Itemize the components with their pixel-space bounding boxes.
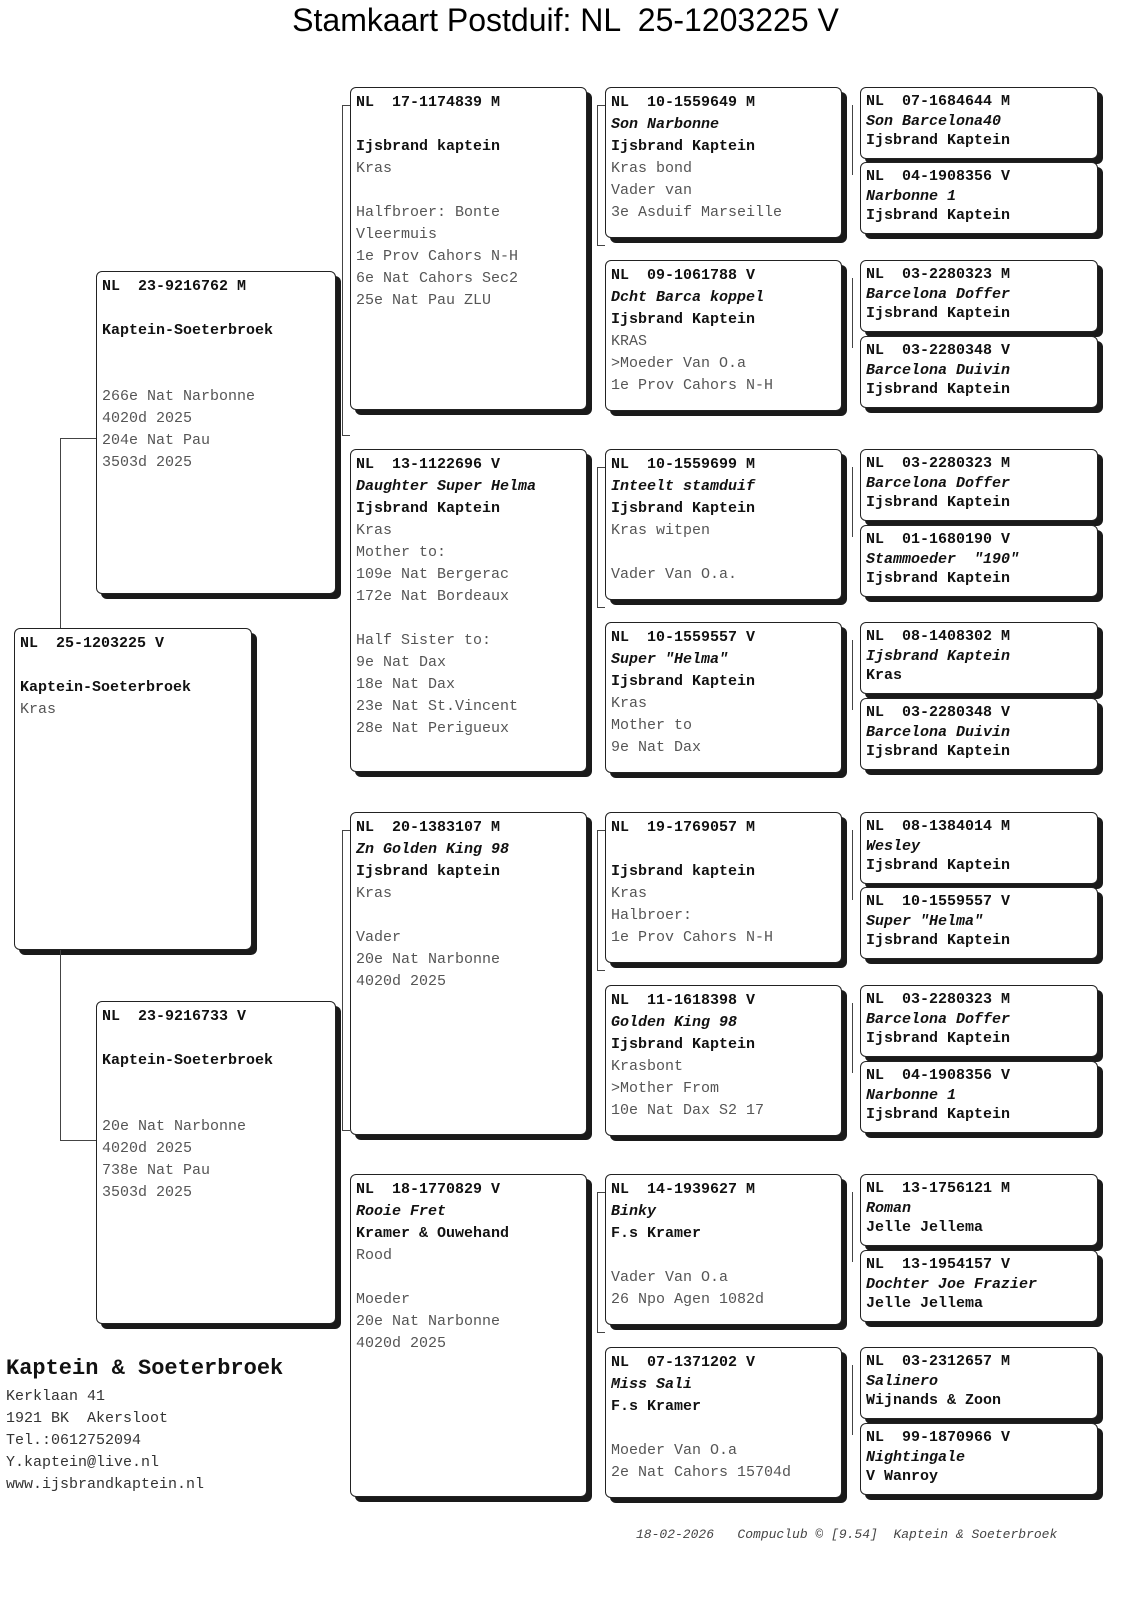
pigeon-detail: 4020d 2025	[356, 1335, 447, 1352]
ring-number: NL 17-1174839 M	[356, 94, 501, 111]
ring-number: NL 03-2280348 V	[866, 704, 1011, 721]
pigeon-card-subject[interactable]	[14, 628, 252, 950]
pigeon-name: Inteelt stamduif	[611, 478, 756, 495]
pigeon-detail: Kras	[20, 701, 57, 718]
pigeon-detail: 6e Nat Cahors Sec2	[356, 270, 519, 287]
owner-email[interactable]: Y.kaptein@live.nl	[6, 1454, 160, 1471]
breeder-name: Ijsbrand Kaptein	[866, 207, 1011, 224]
ring-number: NL 18-1770829 V	[356, 1181, 501, 1198]
connector-line	[597, 245, 605, 246]
breeder-name: F.s Kramer	[611, 1225, 702, 1242]
connector-line	[342, 435, 350, 436]
pigeon-card-mff[interactable]	[605, 812, 842, 963]
connector-line	[852, 640, 853, 710]
breeder-name: Ijsbrand Kaptein	[611, 673, 756, 690]
connector-line	[342, 830, 350, 831]
owner-phone: Tel.:0612752094	[6, 1432, 142, 1449]
pigeon-detail	[356, 608, 581, 630]
pigeon-detail	[102, 1094, 330, 1116]
connector-line	[852, 105, 853, 175]
pigeon-name: Salinero	[866, 1372, 939, 1390]
pigeon-detail: 4020d 2025	[356, 973, 447, 990]
pigeon-detail: 1e Prov Cahors N-H	[356, 248, 519, 265]
pigeon-detail	[102, 364, 330, 386]
pigeon-detail: 738e Nat Pau	[102, 1162, 211, 1179]
pigeon-detail: 3e Asduif Marseille	[611, 204, 783, 221]
connector-line	[852, 830, 853, 900]
pigeon-card-ff[interactable]	[350, 87, 587, 410]
pigeon-detail: Mother to	[611, 717, 693, 734]
pigeon-detail: Kras witpen	[611, 522, 711, 539]
breeder-name: Ijsbrand Kaptein	[866, 494, 1011, 511]
pigeon-detail	[102, 342, 330, 364]
ring-number: NL 08-1408302 M	[866, 628, 1011, 645]
pigeon-name: Barcelona Doffer	[866, 474, 1011, 492]
breeder-name: Kaptein-Soeterbroek	[102, 322, 274, 339]
ring-number: NL 11-1618398 V	[611, 992, 756, 1009]
pigeon-card-g13[interactable]	[860, 1174, 1098, 1246]
pigeon-detail: Vader	[356, 929, 402, 946]
pigeon-card-g5[interactable]	[860, 449, 1098, 521]
breeder-name: Jelle Jellema	[866, 1295, 984, 1312]
pigeon-detail: Kras bond	[611, 160, 693, 177]
pigeon-detail: 109e Nat Bergerac	[356, 566, 510, 583]
pigeon-name	[356, 114, 581, 136]
pigeon-detail: 9e Nat Dax	[356, 654, 447, 671]
pigeon-card-fm[interactable]	[350, 449, 587, 772]
pigeon-name	[102, 298, 330, 320]
pigeon-name	[611, 839, 836, 861]
pigeon-name: Super "Helma"	[611, 651, 729, 668]
owner-address: Kerklaan 41	[6, 1388, 106, 1405]
pigeon-detail: 4020d 2025	[102, 410, 193, 427]
breeder-name: F.s Kramer	[611, 1398, 702, 1415]
print-footer: 18-02-2026 Compuclub © [9.54] Kaptein & Soeterbroek	[636, 1527, 1058, 1542]
pigeon-detail: Vader Van O.a	[611, 1269, 729, 1286]
pigeon-name: Narbonne 1	[866, 187, 957, 205]
pigeon-card-fmm[interactable]	[605, 622, 842, 773]
pigeon-name: Golden King 98	[611, 1014, 738, 1031]
connector-line	[60, 950, 61, 1140]
pigeon-detail	[611, 1418, 836, 1440]
connector-line	[60, 1140, 96, 1141]
ring-number: NL 13-1122696 V	[356, 456, 501, 473]
pigeon-name: Rooie Fret	[356, 1203, 447, 1220]
pigeon-card-g10[interactable]	[860, 887, 1098, 959]
pigeon-card-ffm[interactable]	[605, 260, 842, 411]
connector-line	[852, 467, 853, 537]
pigeon-detail	[611, 542, 836, 564]
pigeon-detail: 1e Prov Cahors N-H	[611, 377, 774, 394]
ring-number: NL 07-1684644 M	[866, 93, 1011, 110]
breeder-name: Ijsbrand Kaptein	[866, 857, 1011, 874]
owner-block	[6, 1352, 283, 1496]
breeder-name: Ijsbrand Kaptein	[866, 570, 1011, 587]
pigeon-detail: 9e Nat Dax	[611, 739, 702, 756]
connector-line	[60, 438, 61, 628]
connector-line	[342, 105, 350, 106]
breeder-name: Ijsbrand kaptein	[611, 863, 756, 880]
pigeon-detail: Halfbroer: Bonte	[356, 204, 501, 221]
pigeon-detail: Moeder Van O.a	[611, 1442, 738, 1459]
pigeon-name	[20, 655, 246, 677]
connector-line	[342, 105, 343, 435]
pigeon-name: Barcelona Duivin	[866, 361, 1011, 379]
pigeon-name: Miss Sali	[611, 1376, 693, 1393]
pigeon-detail: Kras	[611, 695, 648, 712]
connector-line	[342, 1130, 350, 1131]
ring-number: NL 10-1559649 M	[611, 94, 756, 111]
pigeon-card-g11[interactable]	[860, 985, 1098, 1057]
breeder-name: Ijsbrand Kaptein	[866, 1106, 1011, 1123]
pigeon-card-mmf[interactable]	[605, 1174, 842, 1325]
breeder-name: Kaptein-Soeterbroek	[20, 679, 192, 696]
ring-number: NL 03-2312657 M	[866, 1353, 1011, 1370]
breeder-name: Kramer & Ouwehand	[356, 1225, 510, 1242]
connector-line	[597, 1332, 605, 1333]
breeder-name: Ijsbrand Kaptein	[356, 500, 501, 517]
connector-line	[852, 278, 853, 348]
ring-number: NL 03-2280348 V	[866, 342, 1011, 359]
connector-line	[597, 467, 598, 607]
pigeon-detail: 25e Nat Pau ZLU	[356, 292, 492, 309]
pigeon-card-g6[interactable]	[860, 525, 1098, 597]
pigeon-detail	[356, 1267, 581, 1289]
breeder-name: Ijsbrand Kaptein	[866, 1030, 1011, 1047]
ring-number: NL 03-2280323 M	[866, 455, 1011, 472]
pigeon-detail: Vader Van O.a.	[611, 566, 738, 583]
pigeon-card-fmf[interactable]	[605, 449, 842, 600]
pigeon-name: Zn Golden King 98	[356, 841, 510, 858]
pigeon-detail: Moeder	[356, 1291, 411, 1308]
breeder-name: Kras	[866, 667, 903, 684]
pigeon-name: Daughter Super Helma	[356, 478, 537, 495]
pigeon-name: Ijsbrand Kaptein	[866, 647, 1011, 665]
owner-website[interactable]: www.ijsbrandkaptein.nl	[6, 1476, 205, 1493]
pigeon-detail: KRAS	[611, 333, 648, 350]
connector-line	[597, 1192, 598, 1332]
ring-number: NL 04-1908356 V	[866, 168, 1011, 185]
pigeon-card-mother[interactable]	[96, 1001, 336, 1324]
pigeon-detail: 20e Nat Narbonne	[102, 1118, 247, 1135]
pigeon-detail: Rood	[356, 1247, 393, 1264]
ring-number: NL 13-1756121 M	[866, 1180, 1011, 1197]
pigeon-card-g8[interactable]	[860, 698, 1098, 770]
pigeon-name: Son Barcelona40	[866, 112, 1002, 130]
ring-number: NL 10-1559557 V	[611, 629, 756, 646]
ring-number: NL 04-1908356 V	[866, 1067, 1011, 1084]
pigeon-name: Son Narbonne	[611, 116, 720, 133]
pigeon-detail: 3503d 2025	[102, 454, 193, 471]
owner-postcode: 1921 BK Akersloot	[6, 1410, 169, 1427]
pigeon-card-g12[interactable]	[860, 1061, 1098, 1133]
pigeon-name: Roman	[866, 1199, 912, 1217]
ring-number: NL 10-1559557 V	[866, 893, 1011, 910]
ring-number: NL 14-1939627 M	[611, 1181, 756, 1198]
pigeon-detail: 172e Nat Bordeaux	[356, 588, 510, 605]
pigeon-detail: Halbroer:	[611, 907, 693, 924]
pigeon-name: Super "Helma"	[866, 912, 984, 930]
ring-number: NL 19-1769057 M	[611, 819, 756, 836]
pigeon-card-g16[interactable]	[860, 1423, 1098, 1495]
ring-number: NL 07-1371202 V	[611, 1354, 756, 1371]
pigeon-detail: Kras	[356, 885, 393, 902]
pigeon-detail: 10e Nat Dax S2 17	[611, 1102, 765, 1119]
pigeon-card-g7[interactable]	[860, 622, 1098, 694]
pigeon-card-mmm[interactable]	[605, 1347, 842, 1498]
pigeon-detail: 266e Nat Narbonne	[102, 388, 256, 405]
pigeon-detail: 20e Nat Narbonne	[356, 951, 501, 968]
ring-number: NL 99-1870966 V	[866, 1429, 1011, 1446]
pigeon-name	[102, 1028, 330, 1050]
pigeon-card-g1[interactable]	[860, 87, 1098, 159]
ring-number: NL 01-1680190 V	[866, 531, 1011, 548]
breeder-name: Ijsbrand Kaptein	[866, 381, 1011, 398]
pigeon-detail: 4020d 2025	[102, 1140, 193, 1157]
pigeon-name: Wesley	[866, 837, 921, 855]
pigeon-card-father[interactable]	[96, 271, 336, 594]
pigeon-detail	[102, 1072, 330, 1094]
connector-line	[852, 1003, 853, 1073]
breeder-name: Ijsbrand Kaptein	[866, 743, 1011, 760]
pigeon-card-mm[interactable]	[350, 1174, 587, 1497]
pigeon-detail: 204e Nat Pau	[102, 432, 211, 449]
page-title: Stamkaart Postduif: NL 25-1203225 V	[292, 2, 839, 38]
pigeon-detail	[611, 1245, 836, 1267]
ring-number: NL 13-1954157 V	[866, 1256, 1011, 1273]
breeder-name: Kaptein-Soeterbroek	[102, 1052, 274, 1069]
pigeon-name: Nightingale	[866, 1448, 966, 1466]
ring-number: NL 23-9216733 V	[102, 1008, 247, 1025]
breeder-name: Ijsbrand Kaptein	[866, 305, 1011, 322]
pigeon-detail: Kras	[356, 522, 393, 539]
pigeon-card-g4[interactable]	[860, 336, 1098, 408]
ring-number: NL 10-1559699 M	[611, 456, 756, 473]
connector-line	[342, 830, 343, 1130]
pigeon-detail: Krasbont	[611, 1058, 684, 1075]
pigeon-detail: >Mother From	[611, 1080, 720, 1097]
pigeon-card-g14[interactable]	[860, 1250, 1098, 1322]
breeder-name: Ijsbrand Kaptein	[611, 1036, 756, 1053]
pigeon-detail: 26 Npo Agen 1082d	[611, 1291, 765, 1308]
pigeon-name: Stammoeder "190"	[866, 550, 1020, 568]
breeder-name: Ijsbrand Kaptein	[611, 138, 756, 155]
pigeon-detail: 23e Nat St.Vincent	[356, 698, 519, 715]
connector-line	[597, 1192, 605, 1193]
connector-line	[597, 105, 605, 106]
pigeon-detail	[356, 905, 581, 927]
breeder-name: Jelle Jellema	[866, 1219, 984, 1236]
breeder-name: Ijsbrand Kaptein	[611, 500, 756, 517]
pigeon-name: Narbonne 1	[866, 1086, 957, 1104]
pigeon-card-g15[interactable]	[860, 1347, 1098, 1419]
pigeon-name: Dochter Joe Frazier	[866, 1275, 1038, 1293]
pigeon-detail: 18e Nat Dax	[356, 676, 456, 693]
ring-number: NL 20-1383107 M	[356, 819, 501, 836]
breeder-name: Ijsbrand Kaptein	[866, 932, 1011, 949]
ring-number: NL 03-2280323 M	[866, 991, 1011, 1008]
pigeon-detail: Vleermuis	[356, 226, 438, 243]
pigeon-detail: Kras	[356, 160, 393, 177]
ring-number: NL 09-1061788 V	[611, 267, 756, 284]
connector-line	[597, 105, 598, 245]
pigeon-detail: 3503d 2025	[102, 1184, 193, 1201]
pigeon-detail: Vader van	[611, 182, 693, 199]
ring-number: NL 25-1203225 V	[20, 635, 165, 652]
pigeon-detail: Mother to:	[356, 544, 447, 561]
breeder-name: Ijsbrand Kaptein	[611, 311, 756, 328]
pigeon-detail: >Moeder Van O.a	[611, 355, 747, 372]
owner-name: Kaptein & Soeterbroek	[6, 1356, 284, 1381]
pigeon-detail: 28e Nat Perigueux	[356, 720, 510, 737]
pigeon-card-g9[interactable]	[860, 812, 1098, 884]
connector-line	[597, 607, 605, 608]
pigeon-card-fff[interactable]	[605, 87, 842, 238]
ring-number: NL 23-9216762 M	[102, 278, 247, 295]
connector-line	[597, 467, 605, 468]
pigeon-detail: 20e Nat Narbonne	[356, 1313, 501, 1330]
connector-line	[597, 830, 605, 831]
ring-number: NL 03-2280323 M	[866, 266, 1011, 283]
breeder-name: Ijsbrand kaptein	[356, 138, 501, 155]
connector-line	[852, 1365, 853, 1435]
breeder-name: Wijnands & Zoon	[866, 1392, 1002, 1409]
pigeon-card-g3[interactable]	[860, 260, 1098, 332]
pigeon-detail: 1e Prov Cahors N-H	[611, 929, 774, 946]
pigeon-detail: 2e Nat Cahors 15704d	[611, 1464, 792, 1481]
pigeon-detail: Half Sister to:	[356, 632, 492, 649]
ring-number: NL 08-1384014 M	[866, 818, 1011, 835]
breeder-name: Ijsbrand kaptein	[356, 863, 501, 880]
pigeon-detail	[356, 180, 581, 202]
pigeon-name: Barcelona Doffer	[866, 285, 1011, 303]
connector-line	[597, 830, 598, 970]
breeder-name: Ijsbrand Kaptein	[866, 132, 1011, 149]
pigeon-name: Dcht Barca koppel	[611, 289, 765, 306]
connector-line	[852, 1192, 853, 1262]
connector-line	[60, 438, 96, 439]
pigeon-card-mf[interactable]	[350, 812, 587, 1135]
pigeon-name: Barcelona Doffer	[866, 1010, 1011, 1028]
breeder-name: V Wanroy	[866, 1468, 939, 1485]
pigeon-name: Binky	[611, 1203, 657, 1220]
pigeon-card-g2[interactable]	[860, 162, 1098, 234]
pigeon-card-mfm[interactable]	[605, 985, 842, 1136]
pigeon-detail: Kras	[611, 885, 648, 902]
connector-line	[597, 970, 605, 971]
pigeon-name: Barcelona Duivin	[866, 723, 1011, 741]
